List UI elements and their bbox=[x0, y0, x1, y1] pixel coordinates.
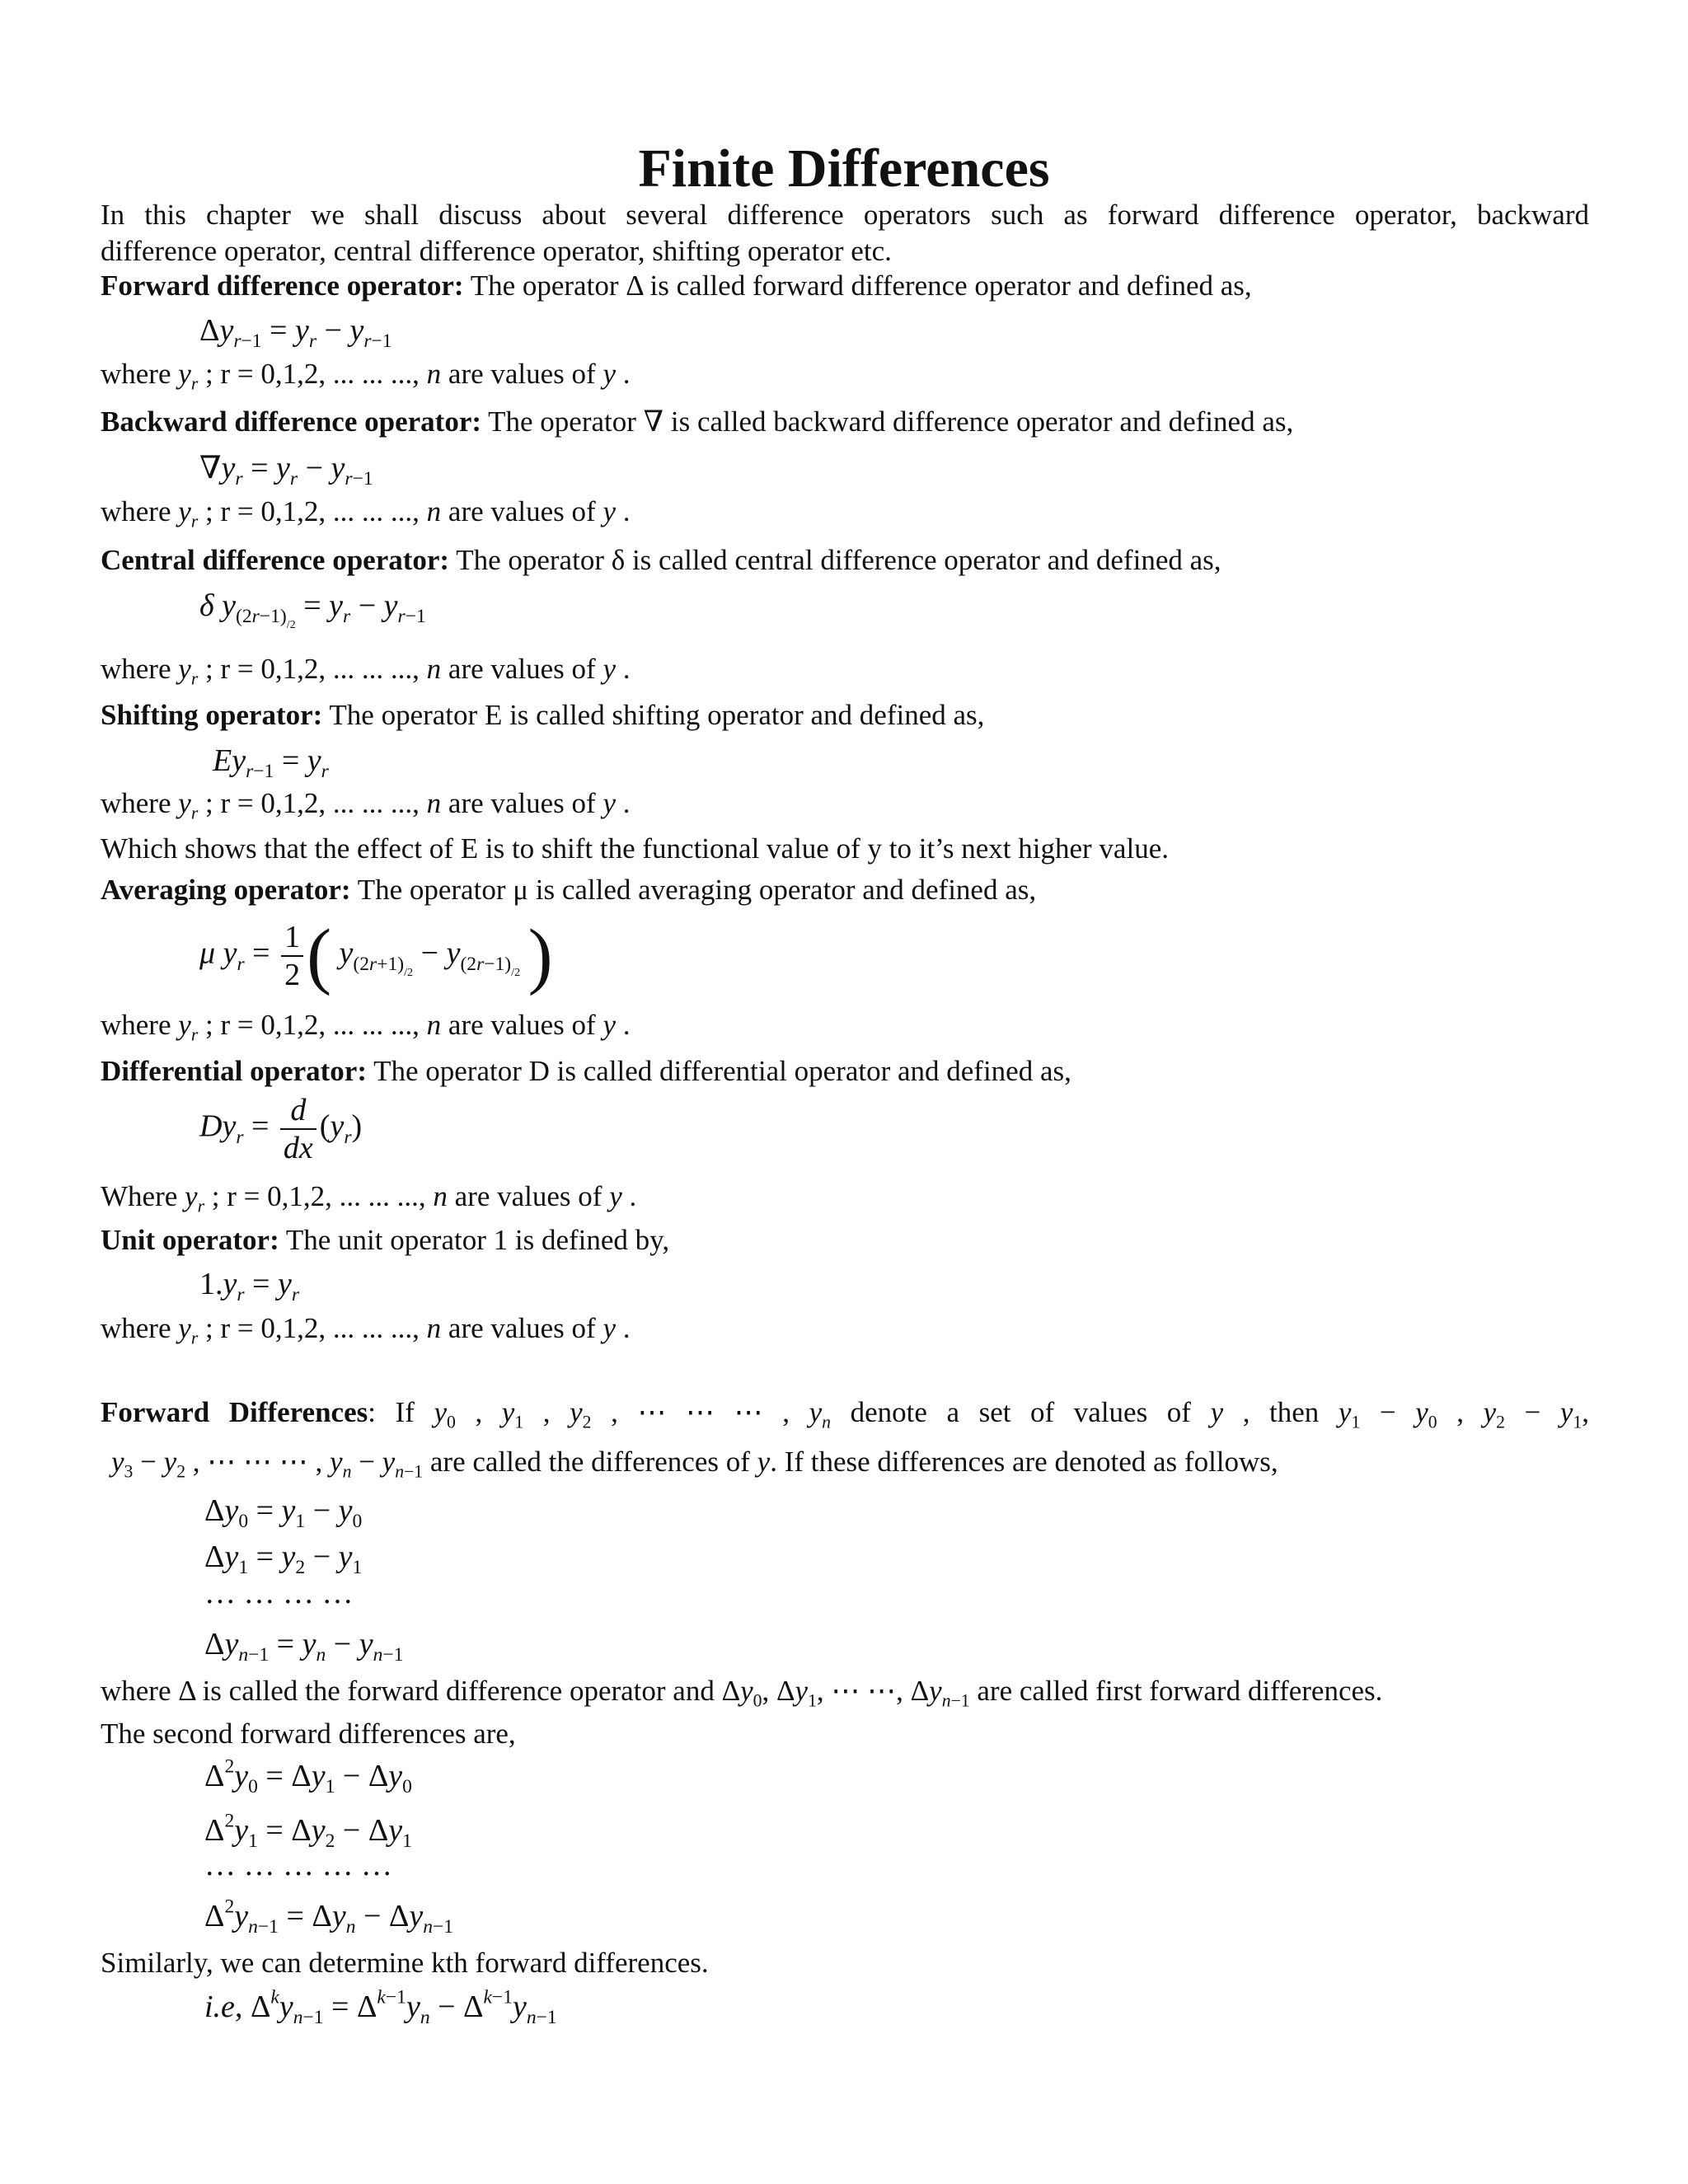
averaging-operator-definition bbox=[101, 872, 1036, 908]
backward-operator-equation: $\nabla y_r = y_r - y_{r-1}$ bbox=[199, 451, 373, 490]
first-difference-y0: $\Delta y_0 = y_1 - y_0$ bbox=[204, 1493, 363, 1533]
forward-differences-intro-line-2: $y_3 - y_2$ , ⋯ ⋯ ⋯ , $y_n - y_{n-1}$ are called the differences of y. If these differences are denoted as follows, bbox=[111, 1446, 1278, 1482]
differential-operator-heading: Differential operator: bbox=[101, 1055, 367, 1087]
central-operator-definition bbox=[101, 542, 1221, 579]
unit-operator-heading: Unit operator: bbox=[101, 1224, 279, 1256]
second-difference-yn-1: $\Delta^2y_{n-1} = \Delta y_n - \Delta y_{n-1}$ bbox=[204, 1896, 454, 1938]
averaging-operator-heading: Averaging operator: bbox=[101, 874, 351, 906]
unit-operator-text: The unit operator 1 is defined by, bbox=[285, 1224, 670, 1256]
where-line-3: where $y_r$ ; r = 0,1,2, ... ... ..., n are values of y . bbox=[101, 653, 631, 689]
forward-operator-equation: $\Delta y_{r-1} = y_r - y_{r-1}$ bbox=[199, 313, 392, 353]
ellipsis-row-1: … … … … bbox=[204, 1576, 354, 1610]
forward-operator-text: The operator Δ is called forward difference operator and defined as, bbox=[470, 269, 1252, 302]
kth-differences-intro: Similarly, we can determine kth forward differences. bbox=[101, 1947, 709, 1979]
intro-line-1: In this chapter we shall discuss about several difference operators such as forward difference operator, backward bbox=[101, 199, 1589, 231]
shifting-operator-note: Which shows that the effect of E is to shift the functional value of y to it’s next higher value. bbox=[101, 832, 1169, 865]
first-difference-yn-1: $\Delta y_{n-1} = y_n - y_{n-1}$ bbox=[204, 1627, 404, 1666]
ellipsis-row-2: … … … … … bbox=[204, 1848, 392, 1882]
forward-differences-heading: Forward Differences bbox=[101, 1396, 368, 1428]
averaging-operator-text: The operator μ is called averaging operator and defined as, bbox=[357, 874, 1037, 906]
differential-operator-equation: $Dy_r$ = $\frac{d}{dx}$ $(y_r)$ bbox=[199, 1093, 363, 1165]
page-title: Finite Differences bbox=[638, 138, 1050, 199]
second-difference-y1: $\Delta^2y_1 = \Delta y_2 - \Delta y_1$ bbox=[204, 1810, 412, 1853]
shifting-operator-text: The operator E is called shifting operator and defined as, bbox=[329, 699, 985, 731]
kth-difference-equation: i.e, $\Delta^ky_{n-1} = \Delta^{k-1}y_n - \Delta^{k-1}y_{n-1}$ bbox=[204, 1986, 557, 2029]
where-line-6: Where $y_r$ ; r = 0,1,2, ... ... ..., n are values of y . bbox=[101, 1180, 637, 1216]
forward-operator-definition bbox=[101, 268, 1252, 304]
central-operator-heading: Central difference operator: bbox=[101, 544, 450, 576]
where-line-4: where $y_r$ ; r = 0,1,2, ... ... ..., n are values of y . bbox=[101, 787, 631, 823]
forward-difference-where-line: where Δ is called the forward difference operator and $\Delta y_0$, $\Delta y_1$, ⋯ ⋯, $\Delta y_{n-1}$ are called first forward differences. bbox=[101, 1675, 1383, 1711]
forward-differences-intro-line-1: Forward Differences: If $y_0$ , $y_1$ , $y_2$ , ⋯ ⋯ ⋯ , $y_n$ denote a set of values of y , then $y_1 - y_0$ , $y_2 - y_1$, bbox=[101, 1396, 1590, 1432]
central-operator-text: The operator δ is called central difference operator and defined as, bbox=[456, 544, 1221, 576]
first-difference-y1: $\Delta y_1 = y_2 - y_1$ bbox=[204, 1540, 363, 1579]
shifting-operator-equation: $Ey_{r-1} = y_r$ bbox=[213, 743, 329, 783]
differential-operator-definition bbox=[101, 1053, 1071, 1090]
where-line-2: where $y_r$ ; r = 0,1,2, ... ... ..., n are values of y . bbox=[101, 495, 631, 532]
differential-operator-text: The operator D is called differential operator and defined as, bbox=[373, 1055, 1071, 1087]
backward-operator-text: The operator ∇ is called backward difference operator and defined as, bbox=[488, 405, 1294, 438]
backward-operator-definition bbox=[101, 404, 1293, 440]
backward-operator-heading: Backward difference operator: bbox=[101, 405, 482, 438]
unit-operator-definition bbox=[101, 1222, 669, 1258]
second-difference-y0: $\Delta^2y_0 = \Delta y_1 - \Delta y_0$ bbox=[204, 1755, 412, 1798]
forward-operator-heading: Forward difference operator: bbox=[101, 269, 464, 302]
second-differences-intro: The second forward differences are, bbox=[101, 1718, 516, 1750]
where-line-1: where $y_r$ ; r = 0,1,2, ... ... ..., n are values of y . bbox=[101, 358, 631, 394]
shifting-operator-definition bbox=[101, 697, 984, 733]
shifting-operator-heading: Shifting operator: bbox=[101, 699, 323, 731]
intro-line-2: difference operator, central difference operator, shifting operator etc. bbox=[101, 235, 892, 267]
where-line-5: where $y_r$ ; r = 0,1,2, ... ... ..., n are values of y . bbox=[101, 1009, 631, 1045]
unit-operator-equation: $1.y_r = y_r$ bbox=[199, 1267, 300, 1306]
averaging-operator-equation: μ $y_r$ = $\frac{1}{2}$ ( $y_{(2r+1)_{/2}} - y_{(2r-1)_{/2}}$ ) bbox=[199, 915, 553, 996]
where-line-7: where $y_r$ ; r = 0,1,2, ... ... ..., n are values of y . bbox=[101, 1312, 631, 1348]
central-operator-equation: δ $y_{(2r-1)_{/2}} = y_r - y_{r-1}$ bbox=[199, 588, 426, 632]
